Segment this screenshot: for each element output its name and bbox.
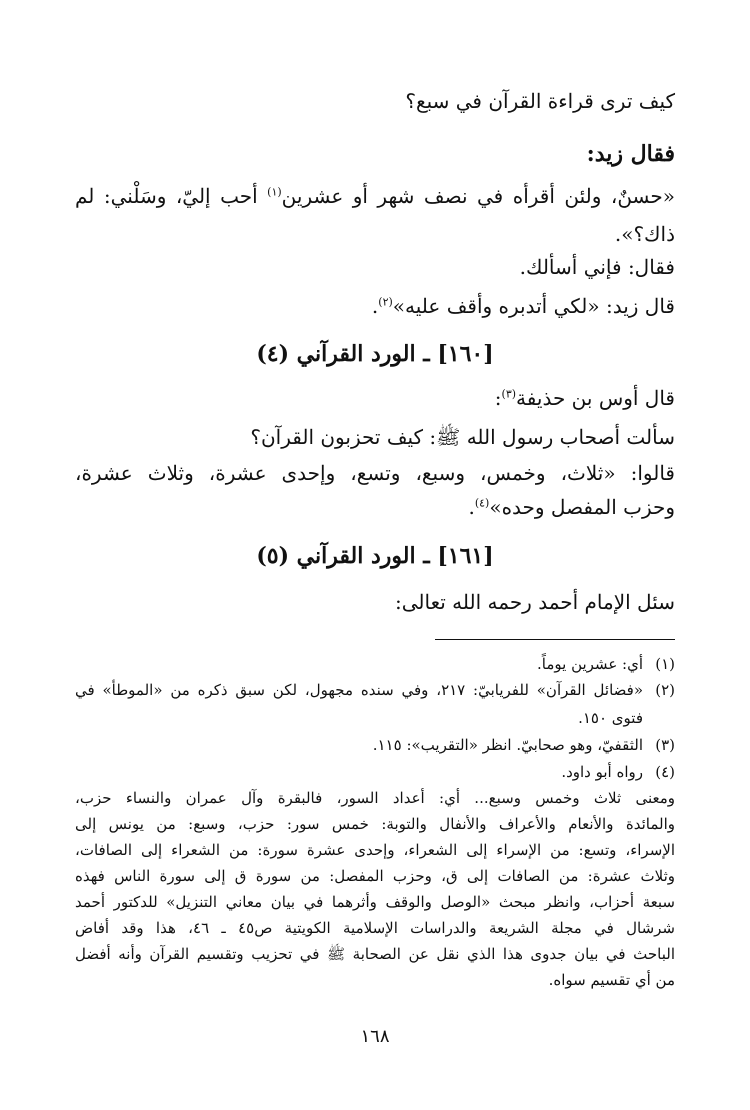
footnote-4-line-8: من أي تقسيم سواه.	[548, 971, 675, 989]
body-line-4: ذاك؟».	[614, 222, 675, 246]
footnote-ref-2[interactable]: (٢)	[378, 295, 393, 309]
footnote-4-line-2: والمائدة والأنعام والأعراف والأنفال والتوبة: خمس سور: حزب، وسبع: من يونس إلى	[75, 815, 675, 833]
footnote-separator	[435, 639, 675, 640]
footnote-4-line-7: الباحث في بيان جدوى هذا الذي نقل عن الصحابة ﷺ في تحزيب وتقسيم القرآن وأنه أفضل	[75, 945, 675, 963]
body-line-11: سئل الإمام أحمد رحمه الله تعالى:	[395, 590, 675, 614]
footnote-ref-1[interactable]: (١)	[267, 185, 282, 199]
footnote-4-line-6: شرشال في مجلة الشريعة والدراسات الإسلامية الكويتية ص٤٥ ـ ٤٦، هذا وقد أفاض	[75, 919, 675, 937]
body-line-9: قالوا: «ثلاث، وخمس، وسبع، وتسع، وإحدى عشرة، وثلاث عشرة،	[75, 461, 675, 485]
footnote-ref-4[interactable]: (٤)	[474, 496, 490, 510]
section-heading-160: [١٦٠] ـ الورد القرآني (٤)	[256, 341, 494, 367]
footnote-2-cont: فتوى ١٥٠.	[578, 709, 643, 727]
body-line-10: وحزب المفصل وحده»$^{(٤)}$.	[468, 495, 675, 519]
section-heading-161: [١٦١] ـ الورد القرآني (٥)	[256, 543, 494, 569]
footnote-3: (٣)الثقفيّ، وهو صحابيّ. انظر «التقريب»: ١١٥.	[372, 736, 675, 754]
footnote-ref-3[interactable]: (٣)	[501, 387, 517, 401]
body-line-1: كيف ترى قراءة القرآن في سبع؟	[405, 89, 675, 113]
footnote-4: (٤)رواه أبو داود.	[561, 763, 675, 781]
footnote-4-line-1: ومعنى ثلاث وخمس وسبع... أي: أعداد السور، فالبقرة وآل عمران والنساء حزب،	[75, 789, 675, 807]
footnote-2: (٢)«فضائل القرآن» للفريابيّ: ٢١٧، وفي سنده مجهول، لكن سبق ذكره من «الموطأ» في	[75, 681, 675, 699]
body-line-5: فقال: فإني أسألك.	[519, 255, 675, 279]
body-line-7: قال أوس بن حذيفة$^{(٣)}$:	[494, 386, 675, 410]
footnote-4-line-5: سبعة أحزاب، وانظر مبحث «الوصل والوقف وأثرهما في بيان معاني التنزيل» للدكتور أحمد	[75, 893, 675, 911]
body-line-3: «حسنٌ، ولئن أقرأه في نصف شهر أو عشرين$^{(١)}$ أحب إليّ، وسَلْني: لم	[75, 184, 675, 208]
page-number: ١٦٨	[360, 1026, 390, 1047]
footnote-4-line-3: الإسراء، وتسع: من الإسراء إلى الشعراء، وإحدى عشرة سورة: من الشعراء إلى الصافات،	[75, 841, 675, 859]
footnote-1: (١)أي: عشرين يوماً.	[537, 655, 675, 673]
body-line-8: سألت أصحاب رسول الله ﷺ: كيف تحزبون القرآن؟	[250, 425, 675, 449]
body-line-6: قال زيد: «لكي أتدبره وأقف عليه»$^{(٢)}$.	[371, 294, 675, 318]
footnote-4-line-4: وثلاث عشرة: من الصافات إلى ق، وحزب المفصل: من سورة ق إلى سورة الناس فهذه	[75, 867, 675, 885]
speaker-label: فقال زيد:	[586, 141, 675, 167]
